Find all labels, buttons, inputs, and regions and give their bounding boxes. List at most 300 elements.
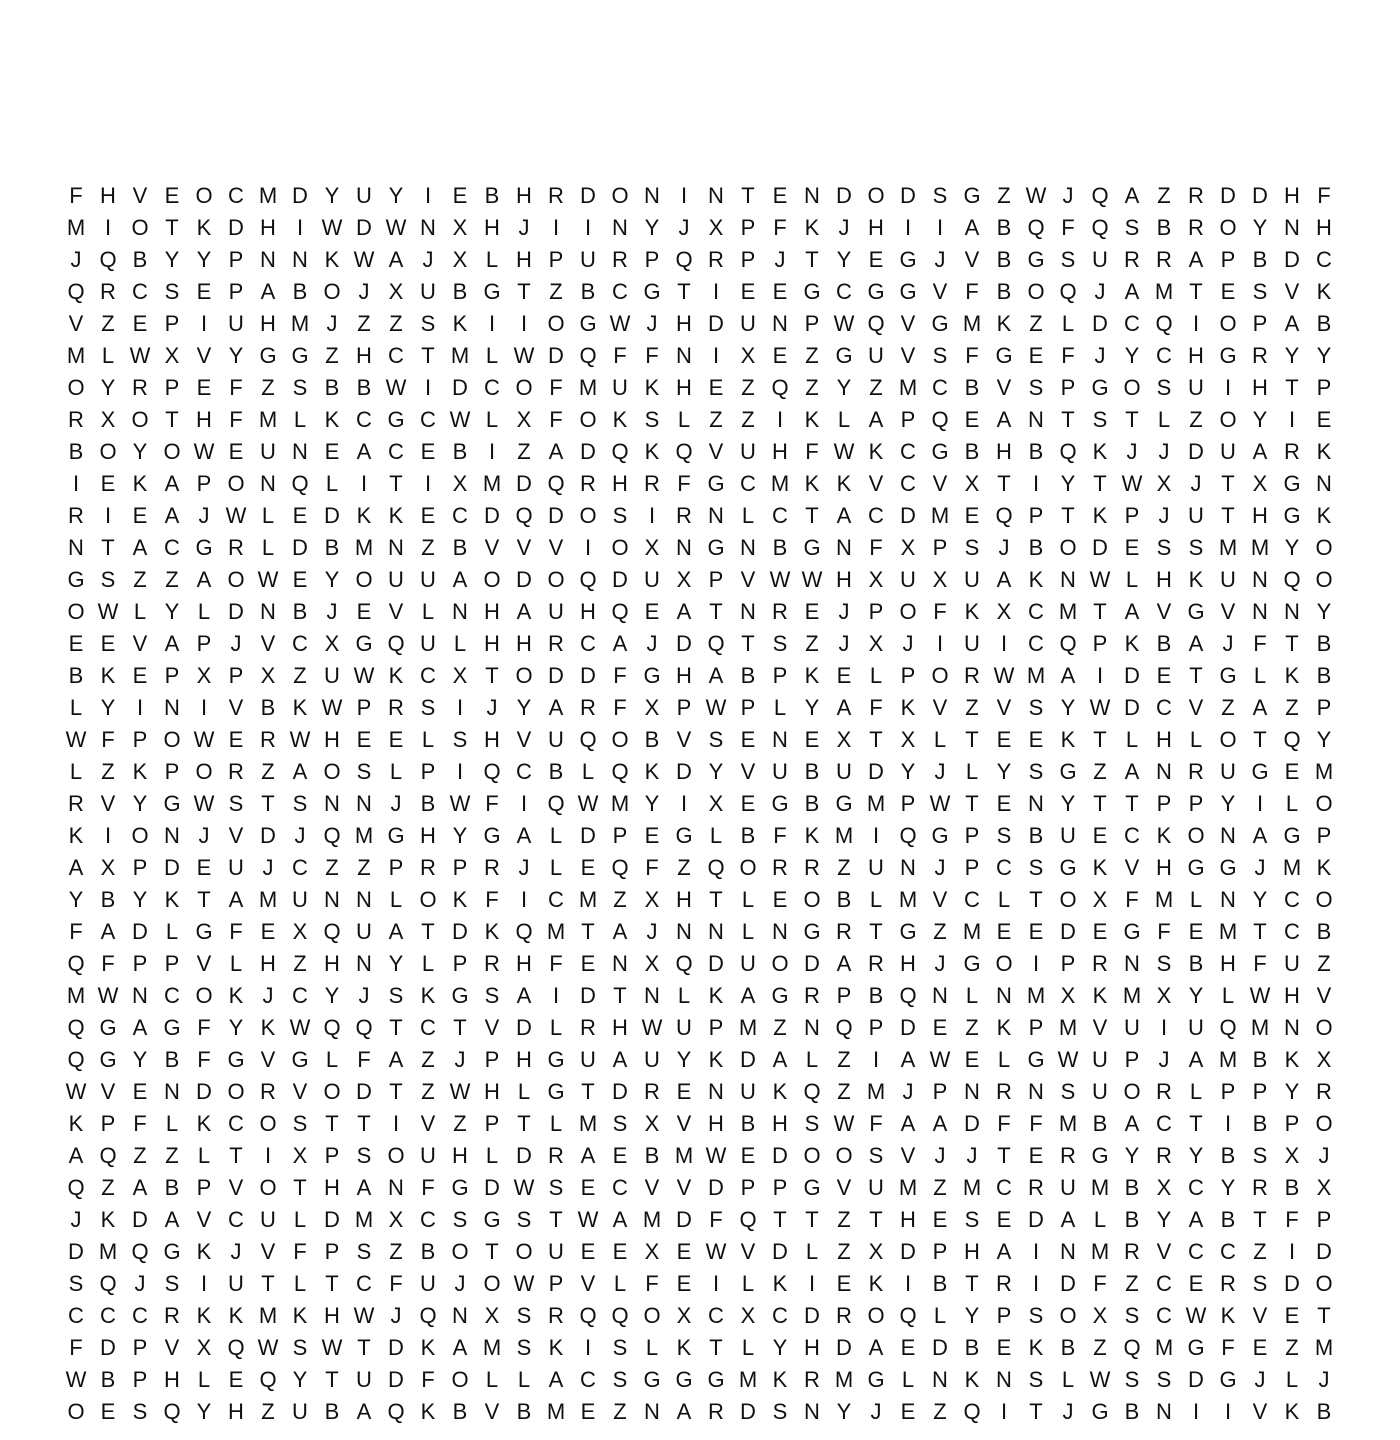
grid-letter: T: [1317, 1303, 1331, 1328]
grid-letter: P: [132, 951, 148, 976]
grid-letter: Y: [1060, 471, 1076, 496]
grid-letter: Q: [899, 1303, 917, 1328]
grid-letter: V: [228, 695, 244, 720]
grid-letter: L: [517, 1079, 531, 1104]
grid-letter: I: [648, 503, 656, 528]
grid-letter: Z: [837, 1207, 851, 1232]
grid-letter: Q: [899, 983, 917, 1008]
grid-letter: U: [1188, 1015, 1204, 1040]
grid-letter: A: [868, 1335, 884, 1360]
grid-letter: B: [804, 759, 820, 784]
grid-letter: U: [964, 567, 980, 592]
grid-letter: H: [484, 727, 500, 752]
grid-letter: K: [900, 695, 916, 720]
grid-letter: T: [965, 791, 979, 816]
grid-letter: C: [228, 1207, 244, 1232]
grid-letter: E: [1188, 919, 1204, 944]
grid-letter: B: [772, 535, 788, 560]
grid-letter: S: [388, 983, 404, 1008]
grid-letter: F: [645, 1271, 659, 1296]
grid-letter: P: [740, 215, 756, 240]
grid-letter: A: [996, 1239, 1012, 1264]
grid-row: [60, 372, 1340, 404]
grid-letter: G: [899, 279, 917, 304]
grid-letter: M: [1250, 1015, 1270, 1040]
grid-letter: A: [1124, 183, 1140, 208]
grid-letter: K: [964, 599, 980, 624]
grid-letter: C: [772, 1303, 788, 1328]
grid-letter: Y: [516, 695, 532, 720]
grid-letter: F: [869, 1111, 883, 1136]
grid-letter: C: [420, 1207, 436, 1232]
grid-letter: H: [260, 951, 276, 976]
grid-letter: M: [770, 471, 790, 496]
grid-letter: D: [324, 503, 340, 528]
grid-letter: B: [836, 887, 852, 912]
grid-letter: R: [1220, 1271, 1236, 1296]
grid-letter: Z: [1157, 183, 1171, 208]
grid-letter: V: [1156, 599, 1172, 624]
grid-letter: C: [708, 1303, 724, 1328]
grid-letter: W: [353, 1303, 375, 1328]
grid-letter: J: [934, 247, 946, 272]
grid-letter: O: [995, 951, 1013, 976]
grid-letter: R: [260, 1079, 276, 1104]
grid-letter: K: [420, 1335, 436, 1360]
grid-letter: O: [67, 599, 85, 624]
grid-letter: G: [195, 535, 213, 560]
grid-letter: H: [484, 599, 500, 624]
grid-letter: O: [323, 759, 341, 784]
grid-letter: B: [1284, 1175, 1300, 1200]
grid-letter: Z: [933, 1399, 947, 1424]
grid-letter: P: [772, 663, 788, 688]
grid-letter: J: [262, 983, 274, 1008]
grid-letter: E: [1284, 1303, 1300, 1328]
grid-letter: Z: [613, 1399, 627, 1424]
grid-letter: O: [835, 1143, 853, 1168]
grid-letter: K: [1316, 503, 1332, 528]
grid-letter: W: [353, 247, 375, 272]
grid-letter: G: [931, 311, 949, 336]
grid-letter: E: [580, 1399, 596, 1424]
grid-letter: Y: [900, 759, 916, 784]
grid-letter: F: [69, 1335, 83, 1360]
grid-letter: R: [612, 247, 628, 272]
grid-letter: Z: [1029, 311, 1043, 336]
grid-letter: R: [772, 855, 788, 880]
grid-letter: N: [452, 599, 468, 624]
grid-letter: G: [99, 1015, 117, 1040]
grid-letter: U: [260, 439, 276, 464]
grid-letter: O: [1315, 567, 1333, 592]
grid-letter: E: [676, 1239, 692, 1264]
grid-letter: W: [1025, 183, 1047, 208]
grid-letter: Y: [708, 759, 724, 784]
grid-letter: L: [965, 983, 979, 1008]
grid-letter: P: [324, 1143, 340, 1168]
grid-letter: R: [548, 1303, 564, 1328]
grid-letter: G: [931, 823, 949, 848]
grid-letter: U: [228, 311, 244, 336]
grid-letter: F: [229, 919, 243, 944]
grid-letter: M: [962, 919, 982, 944]
grid-letter: S: [1188, 535, 1204, 560]
grid-letter: Z: [805, 631, 819, 656]
grid-letter: Y: [1252, 887, 1268, 912]
grid-letter: X: [996, 599, 1012, 624]
grid-letter: G: [483, 1207, 501, 1232]
grid-letter: D: [548, 343, 564, 368]
grid-letter: Y: [1284, 1079, 1300, 1104]
grid-letter: W: [321, 215, 343, 240]
grid-letter: W: [1185, 1303, 1207, 1328]
grid-letter: N: [612, 951, 628, 976]
grid-letter: S: [164, 279, 180, 304]
grid-letter: I: [936, 631, 944, 656]
grid-letter: L: [421, 599, 435, 624]
grid-letter: H: [676, 887, 692, 912]
grid-letter: Y: [100, 695, 116, 720]
grid-letter: H: [612, 471, 628, 496]
grid-letter: H: [676, 375, 692, 400]
grid-letter: T: [293, 1175, 307, 1200]
grid-letter: L: [1285, 791, 1299, 816]
grid-letter: K: [196, 215, 212, 240]
grid-letter: P: [900, 407, 916, 432]
grid-letter: P: [388, 855, 404, 880]
grid-letter: U: [228, 1271, 244, 1296]
grid-letter: A: [612, 1207, 628, 1232]
grid-letter: B: [324, 535, 340, 560]
grid-letter: Y: [836, 247, 852, 272]
grid-letter: S: [612, 1111, 628, 1136]
grid-letter: L: [741, 1271, 755, 1296]
grid-letter: U: [1188, 375, 1204, 400]
grid-letter: F: [613, 663, 627, 688]
grid-letter: U: [356, 1367, 372, 1392]
grid-letter: P: [1156, 791, 1172, 816]
grid-letter: A: [356, 439, 372, 464]
grid-letter: A: [356, 1175, 372, 1200]
grid-letter: G: [1091, 1399, 1109, 1424]
grid-letter: Q: [1059, 279, 1077, 304]
grid-letter: K: [1284, 1399, 1300, 1424]
grid-letter: M: [546, 919, 566, 944]
grid-letter: T: [581, 919, 595, 944]
grid-letter: W: [449, 791, 471, 816]
grid-letter: B: [996, 215, 1012, 240]
grid-letter: X: [932, 567, 948, 592]
grid-letter: A: [612, 631, 628, 656]
grid-letter: S: [1028, 855, 1044, 880]
grid-letter: M: [642, 1207, 662, 1232]
grid-letter: X: [452, 471, 468, 496]
grid-letter: P: [164, 663, 180, 688]
grid-letter: A: [68, 855, 84, 880]
grid-letter: K: [1156, 823, 1172, 848]
grid-letter: J: [358, 983, 370, 1008]
grid-letter: N: [1156, 1399, 1172, 1424]
grid-letter: T: [389, 1079, 403, 1104]
grid-letter: R: [484, 855, 500, 880]
grid-letter: W: [289, 1015, 311, 1040]
grid-letter: G: [1187, 1335, 1205, 1360]
grid-letter: K: [1220, 1303, 1236, 1328]
grid-letter: Z: [741, 375, 755, 400]
grid-letter: Y: [132, 1047, 148, 1072]
grid-letter: B: [1316, 631, 1332, 656]
grid-letter: K: [868, 439, 884, 464]
grid-letter: E: [452, 183, 468, 208]
grid-letter: S: [292, 1111, 308, 1136]
grid-letter: O: [67, 375, 85, 400]
grid-letter: D: [580, 663, 596, 688]
grid-letter: B: [324, 1399, 340, 1424]
grid-letter: T: [997, 1143, 1011, 1168]
grid-letter: M: [1122, 983, 1142, 1008]
grid-letter: E: [932, 1207, 948, 1232]
grid-letter: I: [1224, 1111, 1232, 1136]
grid-letter: J: [1158, 439, 1170, 464]
grid-letter: T: [1093, 471, 1107, 496]
grid-letter: T: [1061, 407, 1075, 432]
grid-letter: K: [388, 503, 404, 528]
grid-letter: L: [485, 1143, 499, 1168]
grid-letter: T: [517, 1111, 531, 1136]
grid-letter: Z: [709, 407, 723, 432]
grid-letter: J: [1094, 343, 1106, 368]
grid-letter: Z: [261, 375, 275, 400]
grid-letter: S: [932, 343, 948, 368]
grid-letter: F: [933, 599, 947, 624]
grid-letter: C: [580, 1367, 596, 1392]
grid-letter: T: [1189, 1111, 1203, 1136]
grid-letter: K: [1316, 439, 1332, 464]
grid-letter: P: [996, 1303, 1012, 1328]
grid-letter: X: [740, 343, 756, 368]
grid-letter: P: [1124, 1047, 1140, 1072]
grid-letter: W: [193, 439, 215, 464]
grid-letter: D: [292, 535, 308, 560]
grid-letter: N: [708, 503, 724, 528]
grid-letter: F: [645, 855, 659, 880]
grid-letter: J: [1126, 439, 1138, 464]
grid-letter: I: [104, 215, 112, 240]
grid-letter: A: [452, 567, 468, 592]
grid-letter: C: [612, 279, 628, 304]
grid-letter: C: [1156, 343, 1172, 368]
grid-letter: E: [1028, 727, 1044, 752]
grid-letter: V: [388, 599, 404, 624]
grid-letter: A: [964, 215, 980, 240]
grid-letter: D: [580, 439, 596, 464]
grid-letter: D: [580, 183, 596, 208]
grid-letter: Y: [836, 1399, 852, 1424]
grid-letter: I: [936, 215, 944, 240]
grid-letter: L: [901, 1367, 915, 1392]
grid-letter: F: [613, 695, 627, 720]
grid-letter: M: [258, 407, 278, 432]
grid-letter: Z: [805, 375, 819, 400]
grid-letter: S: [1028, 695, 1044, 720]
grid-letter: Y: [1220, 791, 1236, 816]
grid-letter: X: [452, 663, 468, 688]
grid-letter: K: [132, 759, 148, 784]
grid-letter: A: [164, 503, 180, 528]
grid-letter: T: [1093, 727, 1107, 752]
grid-letter: S: [804, 1111, 820, 1136]
grid-letter: B: [1252, 1047, 1268, 1072]
grid-letter: H: [164, 1367, 180, 1392]
grid-letter: S: [932, 183, 948, 208]
grid-letter: H: [484, 631, 500, 656]
grid-letter: N: [740, 599, 756, 624]
grid-letter: S: [292, 791, 308, 816]
grid-letter: L: [741, 887, 755, 912]
grid-letter: G: [1123, 919, 1141, 944]
grid-letter: J: [230, 631, 242, 656]
grid-letter: J: [422, 247, 434, 272]
grid-letter: S: [452, 727, 468, 752]
grid-letter: H: [516, 631, 532, 656]
grid-letter: V: [932, 471, 948, 496]
grid-letter: F: [1253, 631, 1267, 656]
grid-letter: Z: [101, 311, 115, 336]
grid-letter: D: [1284, 1271, 1300, 1296]
grid-letter: A: [516, 599, 532, 624]
grid-letter: Q: [99, 247, 117, 272]
grid-letter: B: [324, 375, 340, 400]
grid-letter: U: [740, 1079, 756, 1104]
grid-letter: T: [325, 1111, 339, 1136]
grid-letter: V: [1284, 279, 1300, 304]
grid-letter: D: [100, 1335, 116, 1360]
grid-letter: I: [424, 375, 432, 400]
grid-row: [60, 660, 1340, 692]
grid-letter: Q: [419, 1303, 437, 1328]
grid-letter: X: [260, 663, 276, 688]
grid-letter: R: [1092, 951, 1108, 976]
grid-letter: T: [485, 1239, 499, 1264]
grid-letter: F: [1253, 951, 1267, 976]
grid-letter: Y: [1316, 599, 1332, 624]
grid-letter: O: [1187, 823, 1205, 848]
grid-row: [60, 1076, 1340, 1108]
grid-letter: X: [868, 631, 884, 656]
grid-letter: D: [516, 1015, 532, 1040]
grid-letter: N: [1124, 951, 1140, 976]
grid-letter: Z: [1221, 695, 1235, 720]
grid-letter: M: [1090, 1175, 1110, 1200]
grid-row: [60, 404, 1340, 436]
grid-letter: K: [964, 1367, 980, 1392]
grid-letter: U: [868, 1175, 884, 1200]
grid-letter: R: [1316, 1079, 1332, 1104]
grid-letter: M: [258, 183, 278, 208]
grid-letter: W: [513, 1175, 535, 1200]
grid-letter: I: [104, 503, 112, 528]
grid-row: [60, 436, 1340, 468]
grid-letter: C: [548, 887, 564, 912]
grid-letter: N: [996, 1367, 1012, 1392]
grid-letter: A: [1124, 1111, 1140, 1136]
grid-letter: Q: [899, 823, 917, 848]
grid-letter: T: [165, 215, 179, 240]
grid-letter: D: [1092, 311, 1108, 336]
grid-letter: Q: [611, 855, 629, 880]
grid-letter: Z: [933, 919, 947, 944]
grid-letter: I: [200, 1271, 208, 1296]
grid-letter: X: [100, 407, 116, 432]
grid-letter: I: [392, 1111, 400, 1136]
grid-letter: C: [100, 1303, 116, 1328]
grid-letter: M: [66, 343, 86, 368]
grid-letter: L: [741, 919, 755, 944]
grid-letter: G: [835, 791, 853, 816]
grid-letter: M: [898, 375, 918, 400]
grid-letter: S: [1124, 215, 1140, 240]
grid-letter: F: [197, 1047, 211, 1072]
grid-letter: L: [69, 695, 83, 720]
grid-letter: Z: [325, 855, 339, 880]
grid-letter: N: [388, 535, 404, 560]
grid-letter: P: [1252, 311, 1268, 336]
grid-letter: Y: [644, 791, 660, 816]
grid-letter: G: [707, 471, 725, 496]
grid-letter: N: [964, 1079, 980, 1104]
grid-letter: D: [1284, 247, 1300, 272]
grid-letter: I: [1032, 951, 1040, 976]
grid-letter: J: [1062, 183, 1074, 208]
grid-letter: B: [932, 1271, 948, 1296]
grid-letter: N: [356, 887, 372, 912]
grid-letter: V: [964, 247, 980, 272]
grid-letter: T: [1125, 791, 1139, 816]
grid-letter: Z: [613, 887, 627, 912]
grid-letter: X: [644, 951, 660, 976]
grid-letter: R: [644, 1079, 660, 1104]
grid-letter: L: [965, 759, 979, 784]
grid-letter: Y: [196, 1399, 212, 1424]
grid-letter: D: [484, 503, 500, 528]
grid-letter: Q: [579, 343, 597, 368]
grid-letter: H: [356, 343, 372, 368]
grid-letter: N: [804, 1399, 820, 1424]
grid-letter: U: [1060, 823, 1076, 848]
grid-letter: I: [488, 311, 496, 336]
grid-letter: V: [1124, 855, 1140, 880]
word-search-grid: [60, 180, 1340, 1428]
grid-letter: B: [644, 727, 660, 752]
grid-letter: K: [68, 1111, 84, 1136]
grid-letter: E: [836, 1271, 852, 1296]
grid-letter: L: [581, 759, 595, 784]
grid-letter: M: [66, 215, 86, 240]
grid-letter: P: [964, 823, 980, 848]
grid-letter: H: [900, 951, 916, 976]
grid-letter: E: [708, 375, 724, 400]
grid-letter: D: [868, 759, 884, 784]
grid-letter: B: [580, 279, 596, 304]
grid-letter: K: [1124, 631, 1140, 656]
grid-letter: K: [804, 663, 820, 688]
grid-letter: F: [677, 471, 691, 496]
grid-letter: Q: [1091, 183, 1109, 208]
grid-letter: L: [1189, 727, 1203, 752]
grid-letter: L: [1061, 311, 1075, 336]
grid-letter: F: [869, 695, 883, 720]
